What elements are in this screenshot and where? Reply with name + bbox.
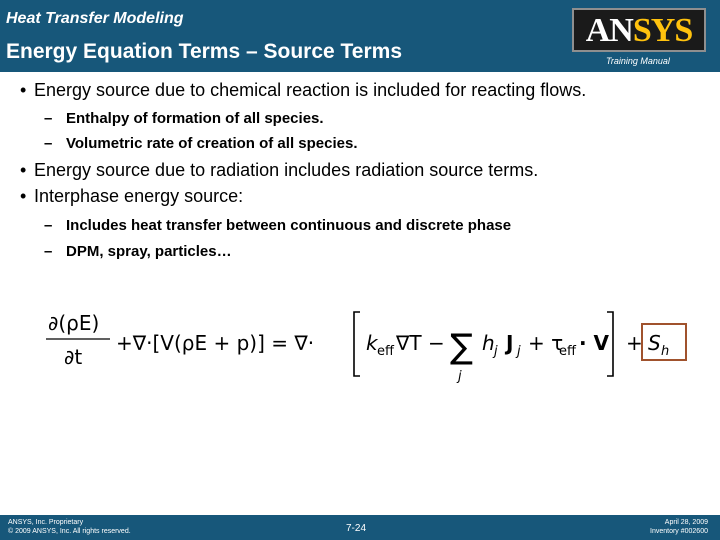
k-eff-subscript: eff: [377, 344, 394, 359]
k-eff-symbol: k: [366, 331, 378, 355]
bullet-marker: •: [20, 160, 27, 180]
sub-bullet-marker: –: [44, 135, 53, 152]
j-flux-subscript: j: [517, 344, 521, 359]
footer-proprietary: ANSYS, Inc. Proprietary: [8, 519, 84, 526]
bullet-text: Energy source due to radiation includes radiation source terms.: [34, 160, 539, 180]
sub-bullet-text: Includes heat transfer between continuous and discrete phase: [66, 217, 512, 234]
footer-date: April 28, 2009: [664, 519, 708, 526]
lhs-numerator: ∂(ρE): [48, 311, 100, 335]
sub-bullet-text: Enthalpy of formation of all species.: [66, 110, 324, 127]
grad-t-term: ∇T −: [396, 331, 445, 355]
tau-subscript: eff: [559, 344, 576, 359]
lhs-denominator: ∂t: [64, 345, 83, 369]
h-symbol: h: [482, 331, 495, 355]
footer-inventory: Inventory #002600: [650, 528, 708, 535]
slide-title: Energy Equation Terms – Source Terms: [6, 40, 403, 63]
sub-bullet-marker: –: [44, 243, 53, 260]
sub-bullet-text: DPM, spray, particles…: [66, 243, 232, 260]
summation-symbol: ∑: [450, 327, 473, 367]
h-subscript: j: [494, 344, 498, 359]
training-manual-label: Training Manual: [606, 56, 670, 66]
footer-date-inventory: [650, 518, 708, 536]
convective-term: +∇·[V(ρE + p)] = ∇·: [116, 331, 315, 355]
footer-rights: © 2009 ANSYS, Inc. All rights reserved.: [8, 528, 131, 535]
logo-sys-text: SYS: [632, 12, 693, 49]
page-number: 7-24: [346, 523, 367, 534]
footer-bar: [0, 515, 720, 540]
summation-index: j: [458, 369, 462, 384]
bullet-text: Energy source due to chemical reaction is included for reacting flows.: [34, 80, 587, 100]
sub-bullet-text: Volumetric rate of creation of all species.: [66, 135, 358, 152]
sub-bullet-marker: –: [44, 217, 53, 234]
plus-sign: +: [626, 331, 643, 355]
sub-bullet-marker: –: [44, 110, 53, 127]
bullet-marker: •: [20, 186, 27, 206]
footer-copyright: [8, 518, 131, 536]
course-title: Heat Transfer Modeling: [6, 10, 184, 27]
source-subscript: h: [661, 344, 670, 359]
j-flux-symbol: J: [506, 331, 514, 355]
left-bracket: [354, 312, 360, 376]
bullet-text: Interphase energy source:: [34, 186, 244, 206]
bullet-marker: •: [20, 80, 27, 100]
source-symbol: S: [648, 331, 661, 355]
tau-symbol: + τ: [528, 331, 564, 355]
dot-v-term: · V: [579, 331, 610, 355]
energy-equation: [40, 300, 700, 390]
logo-an-text: AN: [585, 12, 633, 49]
